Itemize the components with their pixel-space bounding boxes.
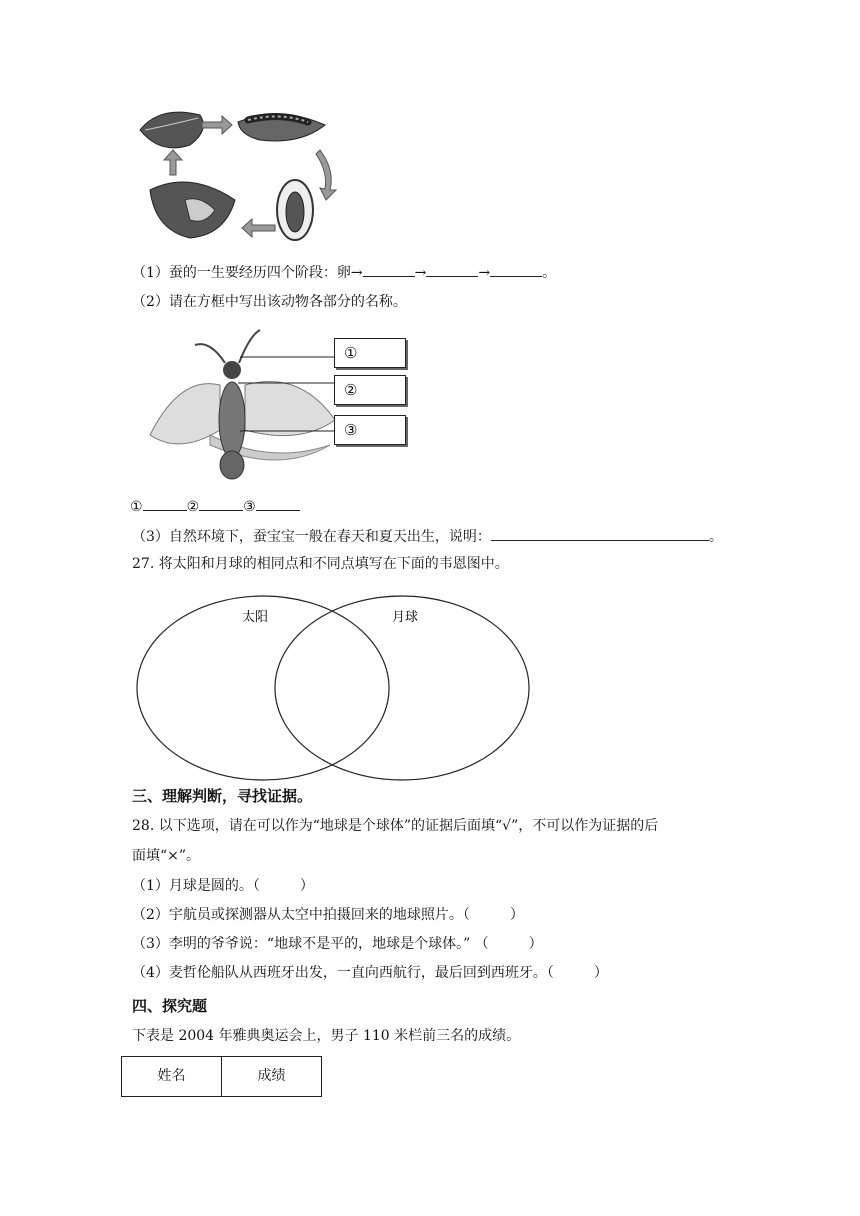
table-header-name: 姓名 (122, 1057, 222, 1097)
body-part-answers: ① ② ③ (130, 496, 300, 517)
answer-blank-stage-4[interactable] (490, 262, 542, 277)
answer-blank-explanation[interactable] (491, 526, 709, 541)
question-stages: （1）蚕的一生要经历四个阶段：卵→ → → 。 (132, 262, 556, 283)
question-28-line-1: 28. 以下选项，请在可以作为“地球是个球体”的证据后面填“√”，不可以作为证据的后 (132, 818, 659, 834)
silkworm-life-cycle-illustration (130, 100, 350, 245)
label-box-thorax[interactable]: ② (334, 375, 406, 405)
question-27: 27. 将太阳和月球的相同点和不同点填写在下面的韦恩图中。 (132, 556, 509, 572)
section-3-heading: 三、理解判断，寻找证据。 (132, 787, 313, 805)
section-4-heading: 四、探究题 (132, 997, 208, 1015)
question-birth-season: （3）自然环境下，蚕宝宝一般在春天和夏天出生，说明： 。 (132, 526, 723, 547)
answer-blank-stage-3[interactable] (426, 262, 478, 277)
label-box-head[interactable]: ① (334, 338, 406, 368)
question-body-parts: （2）请在方框中写出该动物各部分的名称。 (132, 294, 407, 310)
answer-blank-stage-2[interactable] (363, 262, 415, 277)
results-table (121, 1056, 322, 1097)
judgment-item-4: （4）麦哲伦船队从西班牙出发，一直向西航行，最后回到西班牙。（ ） (132, 965, 608, 981)
judgment-item-3: （3）李明的爷爷说：“地球不是平的，地球是个球体。” （ ） (132, 936, 543, 952)
judgment-item-2: （2）宇航员或探测器从太空中拍摄回来的地球照片。（ ） (132, 907, 524, 923)
venn-diagram (130, 588, 540, 788)
answer-blank-part-1[interactable] (143, 496, 187, 511)
table-header-row (122, 1057, 322, 1097)
table-header-result: 成绩 (222, 1057, 322, 1097)
section-4-intro: 下表是 2004 年雅典奥运会上，男子 110 米栏前三名的成绩。 (132, 1028, 521, 1044)
silkworm-moth-illustration (140, 325, 340, 485)
venn-label-sun: 太阳 (242, 610, 269, 625)
question-28-line-2: 面填“×”。 (132, 848, 201, 864)
label-box-abdomen[interactable]: ③ (334, 415, 406, 445)
venn-label-moon: 月球 (392, 610, 419, 625)
answer-blank-part-3[interactable] (256, 496, 300, 511)
answer-blank-part-2[interactable] (199, 496, 243, 511)
judgment-item-1: （1）月球是圆的。（ ） (132, 878, 314, 894)
